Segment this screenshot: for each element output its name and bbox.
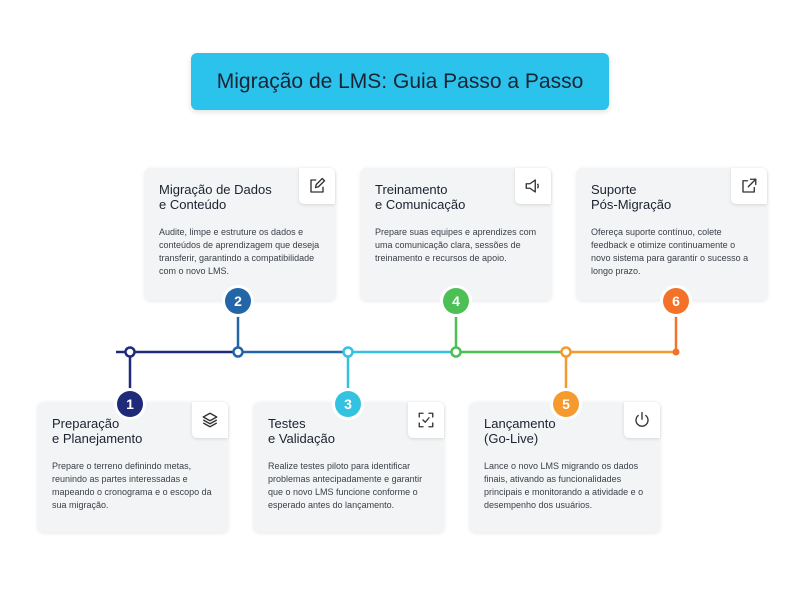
- step-description: Prepare suas equipes e aprendizes com uma comunicação clara, sessões de treinamento e recursos de apoio.: [375, 227, 537, 263]
- step-number: 6: [672, 293, 680, 309]
- step-title: Treinamento e Comunicação: [375, 182, 466, 212]
- step-title: Preparação e Planejamento: [52, 416, 143, 446]
- step-badge-2: [225, 288, 251, 314]
- megaphone-icon: [515, 168, 551, 204]
- step-badge-3: [335, 391, 361, 417]
- step-badge-1: [117, 391, 143, 417]
- step-card-2: [145, 168, 335, 300]
- step-number: 4: [452, 293, 460, 309]
- edit-icon: [299, 168, 335, 204]
- step-description: Prepare o terreno definindo metas, reunindo as partes interessadas e mapeando o cronograma e o escopo da sua migração.: [52, 461, 212, 510]
- step-badge-5: [553, 391, 579, 417]
- step-card-6: [577, 168, 767, 300]
- step-badge-6: [663, 288, 689, 314]
- step-number: 2: [234, 293, 242, 309]
- step-description: Audite, limpe e estruture os dados e conteúdos de aprendizagem que deseja transferir, garantindo a compatibilidade com o novo LMS.: [159, 227, 320, 276]
- step-card-1: [38, 402, 228, 532]
- external-link-icon: [731, 168, 767, 204]
- joint-5: [562, 348, 571, 357]
- power-icon: [624, 402, 660, 438]
- joint-2: [234, 348, 243, 357]
- step-card-4: [361, 168, 551, 300]
- step-title: Migração de Dados e Conteúdo: [159, 182, 272, 212]
- step-card-5: [470, 402, 660, 532]
- step-title: Testes e Validação: [268, 416, 335, 446]
- joint-4: [452, 348, 461, 357]
- step-description: Lance o novo LMS migrando os dados finais, ativando as funcionalidades principais e monitorando a atividade e o desempenho dos usuários.: [484, 461, 644, 510]
- step-number: 3: [344, 396, 352, 412]
- step-number: 1: [126, 396, 134, 412]
- step-title: Lançamento (Go-Live): [484, 416, 556, 446]
- joint-6: [673, 349, 680, 356]
- step-description: Realize testes piloto para identificar problemas antecipadamente e garantir que o novo LMS funcione conforme o esperado antes do lançamento.: [268, 461, 423, 510]
- joint-3: [344, 348, 353, 357]
- step-card-3: [254, 402, 444, 532]
- step-description: Ofereça suporte contínuo, colete feedback e otimize continuamente o novo sistema para garantir o sucesso a longo prazo.: [591, 227, 749, 276]
- step-number: 5: [562, 396, 570, 412]
- step-title: Suporte Pós-Migração: [591, 182, 672, 212]
- joint-1: [126, 348, 135, 357]
- scan-check-icon: [408, 402, 444, 438]
- page-title-text: Migração de LMS: Guia Passo a Passo: [216, 69, 584, 93]
- layers-icon: [192, 402, 228, 438]
- step-badge-4: [443, 288, 469, 314]
